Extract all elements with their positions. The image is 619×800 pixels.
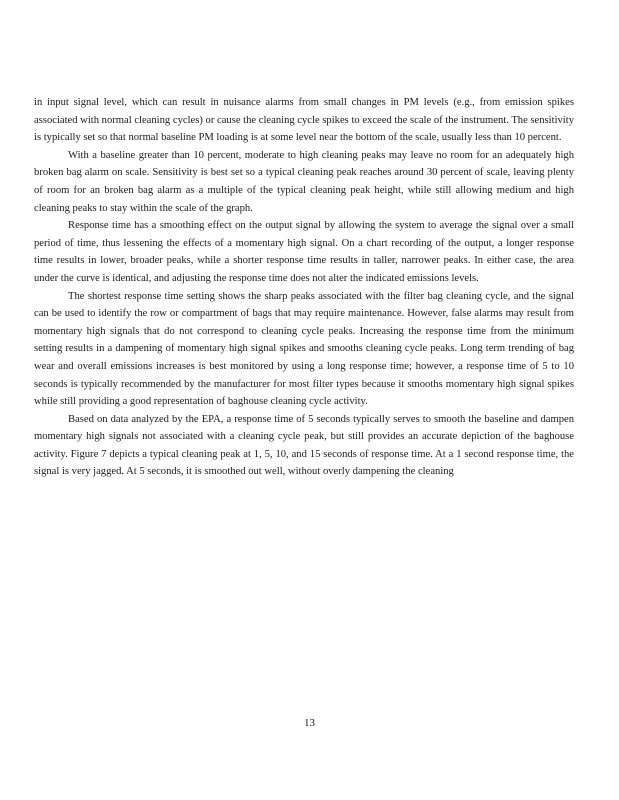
paragraph-response-time: Response time has a smoothing effect on the output signal by allowing the system to average the signal over a small period of time, thus lessening the effects of a momentary high signal. On a chart recording of the output, a longer response time results in lower, broader peaks, while a shorter response time results in taller, narrower peaks. In either case, the area under the curve is identical, and adjusting the response time does not alter the indicated emissions levels. xyxy=(34,220,574,284)
paragraph-baseline: With a baseline greater than 10 percent, moderate to high cleaning peaks may leave no room for an adequately high broken bag alarm on scale. Sensitivity is best set so a typical cleaning peak reaches around 30 percent of scale, leaving plenty of room for an broken bag alarm as a multiple of the typical cleaning peak height, while still allowing medium and high cleaning peaks to stay within the scale of the graph. xyxy=(34,149,574,214)
body-text xyxy=(34,94,574,481)
paragraph-continuation: in input signal level, which can result in nuisance alarms from small changes in PM levels (e.g., from emission spikes associated with normal cleaning cycles) or cause the cleaning cycle spikes to exceed the scale of the instrument. The sensitivity is typically set so that normal baseline PM loading is at some level near the bottom of the scale, usually less than 10 percent. xyxy=(34,97,574,144)
page-number: 13 xyxy=(304,717,315,729)
paragraph-epa-data: Based on data analyzed by the EPA, a response time of 5 seconds typically serves to smooth the baseline and dampen momentary high signals not associated with a cleaning cycle peak, but still provides an accurate depiction of the baghouse activity. Figure 7 depicts a typical cleaning peak at 1, 5, 10, and 15 seconds of response time. At a 1 second response time, the signal is very jagged. At 5 seconds, it is smoothed out well, without overly dampening the cleaning xyxy=(34,413,574,478)
paragraph-shortest-response: The shortest response time setting shows the sharp peaks associated with the filter bag cleaning cycle, and the signal can be used to identify the row or compartment of bags that may require maintenance. However, false alarms may result from momentary high signals that do not correspond to cleaning cycle peaks. Increasing the response time from the minimum setting results in a dampening of momentary high signal spikes and smooths cleaning cycle peaks. Long term trending of bag wear and overall emissions increases is best monitored by using a long response time; however, a response time of 5 to 10 seconds is typically recommended by the manufacturer for most filter types because it smooths momentary high signal spikes while still providing a good representation of baghouse cleaning cycle activity. xyxy=(34,290,574,408)
